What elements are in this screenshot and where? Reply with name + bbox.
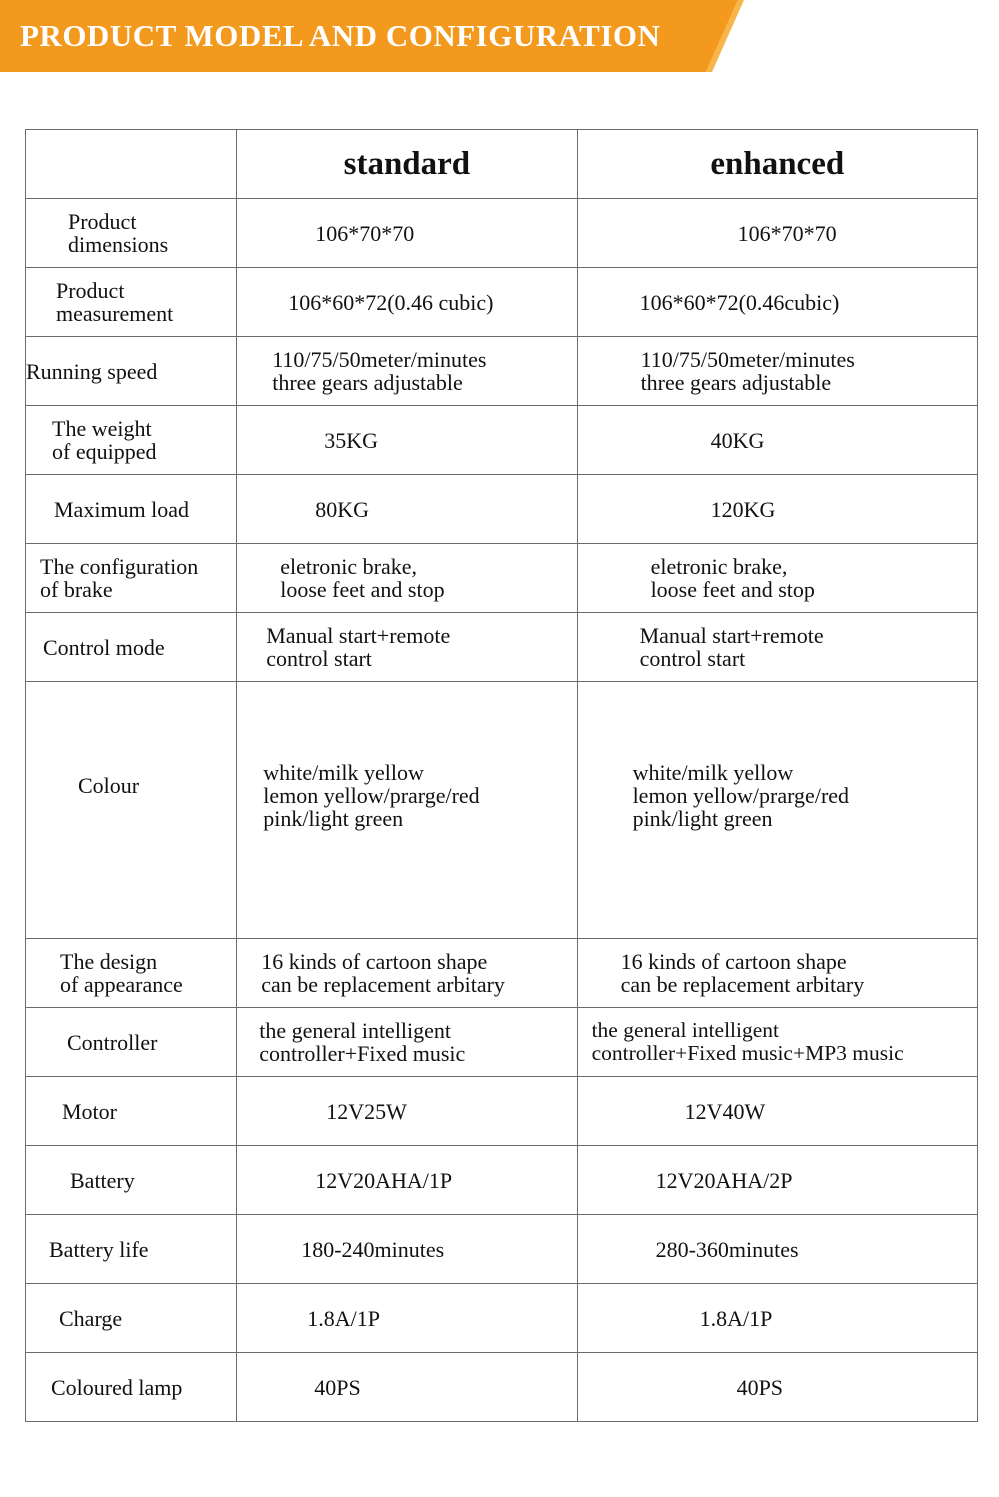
enhanced-value: 1.8A/1P <box>577 1284 977 1353</box>
table-row <box>26 268 978 337</box>
row-label: Battery <box>26 1146 237 1215</box>
enhanced-value: 120KG <box>577 475 977 544</box>
enhanced-value: white/milk yellow lemon yellow/prarge/red pink/light green <box>577 682 977 939</box>
standard-value: 180-240minutes <box>237 1215 577 1284</box>
enhanced-value: 12V20AHA/2P <box>577 1146 977 1215</box>
table-row <box>26 1008 978 1077</box>
table-row <box>26 613 978 682</box>
row-label: Motor <box>26 1077 237 1146</box>
standard-value: 12V25W <box>237 1077 577 1146</box>
table-row <box>26 199 978 268</box>
table-row <box>26 1284 978 1353</box>
row-label: Product dimensions <box>26 199 237 268</box>
enhanced-value: 106*60*72(0.46cubic) <box>577 268 977 337</box>
standard-value: 80KG <box>237 475 577 544</box>
enhanced-value: 106*70*70 <box>577 199 977 268</box>
table-row <box>26 1353 978 1422</box>
standard-value: 110/75/50meter/minutes three gears adjustable <box>237 337 577 406</box>
enhanced-value: the general intelligent controller+Fixed music+MP3 music <box>577 1008 977 1077</box>
table-row <box>26 682 978 939</box>
row-label: Control mode <box>26 613 237 682</box>
header-banner <box>0 0 999 72</box>
row-label: Coloured lamp <box>26 1353 237 1422</box>
standard-value: white/milk yellow lemon yellow/prarge/red pink/light green <box>237 682 577 939</box>
standard-value: Manual start+remote control start <box>237 613 577 682</box>
table-row <box>26 406 978 475</box>
standard-value: the general intelligent controller+Fixed music <box>237 1008 577 1077</box>
table-row <box>26 1215 978 1284</box>
standard-value: 12V20AHA/1P <box>237 1146 577 1215</box>
enhanced-value: 280-360minutes <box>577 1215 977 1284</box>
standard-value: 16 kinds of cartoon shape can be replacement arbitary <box>237 939 577 1008</box>
standard-value: 106*70*70 <box>237 199 577 268</box>
row-label: Maximum load <box>26 475 237 544</box>
standard-value: eletronic brake, loose feet and stop <box>237 544 577 613</box>
row-label: Running speed <box>26 337 237 406</box>
enhanced-value: eletronic brake, loose feet and stop <box>577 544 977 613</box>
enhanced-value: 16 kinds of cartoon shape can be replacement arbitary <box>577 939 977 1008</box>
row-label: The weight of equipped <box>26 406 237 475</box>
header-row <box>26 130 978 199</box>
table-row <box>26 939 978 1008</box>
header-standard: standard <box>237 130 577 199</box>
row-label: The configuration of brake <box>26 544 237 613</box>
row-label: Charge <box>26 1284 237 1353</box>
enhanced-value: 40PS <box>577 1353 977 1422</box>
table-row <box>26 1077 978 1146</box>
spec-table <box>25 129 978 1422</box>
table-row <box>26 475 978 544</box>
enhanced-value: Manual start+remote control start <box>577 613 977 682</box>
row-label: Controller <box>26 1008 237 1077</box>
standard-value: 40PS <box>237 1353 577 1422</box>
row-label: Product measurement <box>26 268 237 337</box>
table-row <box>26 1146 978 1215</box>
header-enhanced: enhanced <box>577 130 977 199</box>
enhanced-value: 12V40W <box>577 1077 977 1146</box>
table-row <box>26 544 978 613</box>
row-label: The design of appearance <box>26 939 237 1008</box>
enhanced-value: 110/75/50meter/minutes three gears adjustable <box>577 337 977 406</box>
page-title: PRODUCT MODEL AND CONFIGURATION <box>20 18 661 53</box>
standard-value: 1.8A/1P <box>237 1284 577 1353</box>
table-row <box>26 337 978 406</box>
enhanced-value: 40KG <box>577 406 977 475</box>
standard-value: 35KG <box>237 406 577 475</box>
row-label: Colour <box>26 682 237 939</box>
row-label: Battery life <box>26 1215 237 1284</box>
header-empty-cell <box>26 130 237 199</box>
standard-value: 106*60*72(0.46 cubic) <box>237 268 577 337</box>
